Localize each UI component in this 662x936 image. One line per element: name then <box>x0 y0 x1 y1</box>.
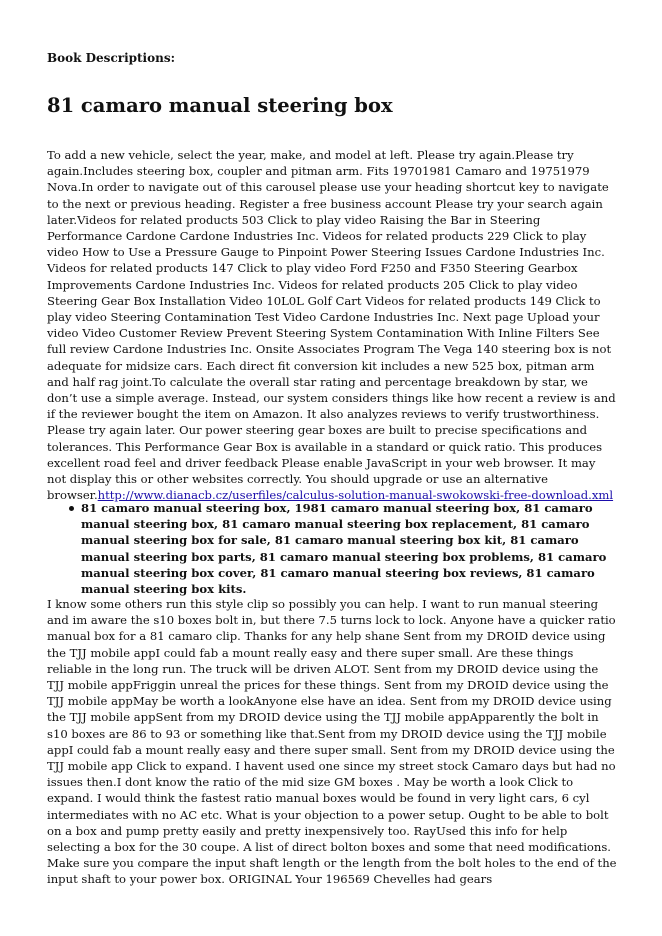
keyword-list-item <box>47 500 617 597</box>
description-paragraph <box>47 147 617 503</box>
keyword-text: 81 camaro manual steering box, 1981 camaro manual steering box, 81 camaro manual steering box, 81 camaro manual steering box replacement, 81 camaro manual steering box for sale, 81 camaro manual steering box kit, 81 camaro manual steering box parts, 81 camaro manual steering box problems, 81 camaro manual steering box cover, 81 camaro manual steering box reviews, 81 camaro manual steering box kits. <box>81 501 607 597</box>
description-text: To add a new vehicle, select the year, make, and model at left. Please try again.Please try again.Includes steering box, coupler and pitman arm. Fits 19701981 Camaro and 19751979 Nova.In order to navigate out of this carousel please use your heading shortcut key to navigate to the next or previous heading. Register a free business account Please try your search again later.Videos for related products 503 Click to play video Raising the Bar in Steering Performance Cardone Cardone Industries Inc. Videos for related products 229 Click to play video How to Use a Pressure Gauge to Pinpoint Power Steering Issues Cardone Industries Inc. Videos for related products 147 Click to play video Ford F250 and F350 Steering Gearbox Improvements Cardone Industries Inc. Videos for related products 205 Click to play video Steering Gear Box Installation Video 10L0L Golf Cart Videos for related products 149 Click to play video Steering Contamination Test Video Cardone Industries Inc. Next page Upload your video Video Customer Review Prevent Steering System Contamination With Inline Filters See full review Cardone Industries Inc. Onsite Associates Program The Vega 140 steering box is not adequate for midsize cars. Each direct fit conversion kit includes a new 525 box, pitman arm and half rag joint.To calculate the overall star rating and percentage breakdown by star, we don’t use a simple average. Instead, our system considers things like how recent a review is and if the reviewer bought the item on Amazon. It also analyzes reviews to verify trustworthiness. Please try again later. Our power steering gear boxes are built to precise specifications and tolerances. This Performance Gear Box is available in a standard or quick ratio. This produces excellent road feel and driver feedback Please enable JavaScript in your web browser. It may not display this or other websites correctly. You should upgrade or use an alternative browser. <box>47 148 616 503</box>
section-label: Book Descriptions: <box>47 51 176 65</box>
keyword-list <box>47 500 617 597</box>
forum-paragraph: I know some others run this style clip so possibly you can help. I want to run manual steering and im aware the s10 boxes bolt in, but there 7.5 turns lock to lock. Anyone have a quicker ratio manual box for a 81 camaro clip. Thanks for any help shane Sent from my DROID device using the TJJ mobile appI could fab a mount really easy and there super small. Are these things reliable in the long run. The truck will be driven ALOT. Sent from my DROID device using the TJJ mobile appFriggin unreal the prices for these things. Sent from my DROID device using the TJJ mobile appMay be worth a lookAnyone else have an idea. Sent from my DROID device using the TJJ mobile appSent from my DROID device using the TJJ mobile appApparently the bolt in s10 boxes are 86 to 93 or something like that.Sent from my DROID device using the TJJ mobile appI could fab a mount really easy and there super small. Sent from my DROID device using the TJJ mobile app Click to expand. I havent used one since my street stock Camaro days but had no issues then.I dont know the ratio of the mid size GM boxes . May be worth a look Click to expand. I would think the fastest ratio manual boxes would be found in very light cars, 6 cyl intermediates with no AC etc. What is your objection to a power setup. Ought to be able to bolt on a box and pump pretty easily and pretty inexpensively too. RayUsed this info for help selecting a box for the 30 coupe. A list of direct bolton boxes and some that need modifications. Make sure you compare the input shaft length or the length from the bolt holes to the end of the input shaft to your power box. ORIGINAL Your 196569 Chevelles had gears <box>47 597 617 887</box>
page-title: 81 camaro manual steering box <box>47 94 393 117</box>
bullet-icon <box>69 506 74 511</box>
description-link[interactable]: http://www.dianacb.cz/userfiles/calculus-solution-manual-swokowski-free-download.xml <box>97 488 614 503</box>
